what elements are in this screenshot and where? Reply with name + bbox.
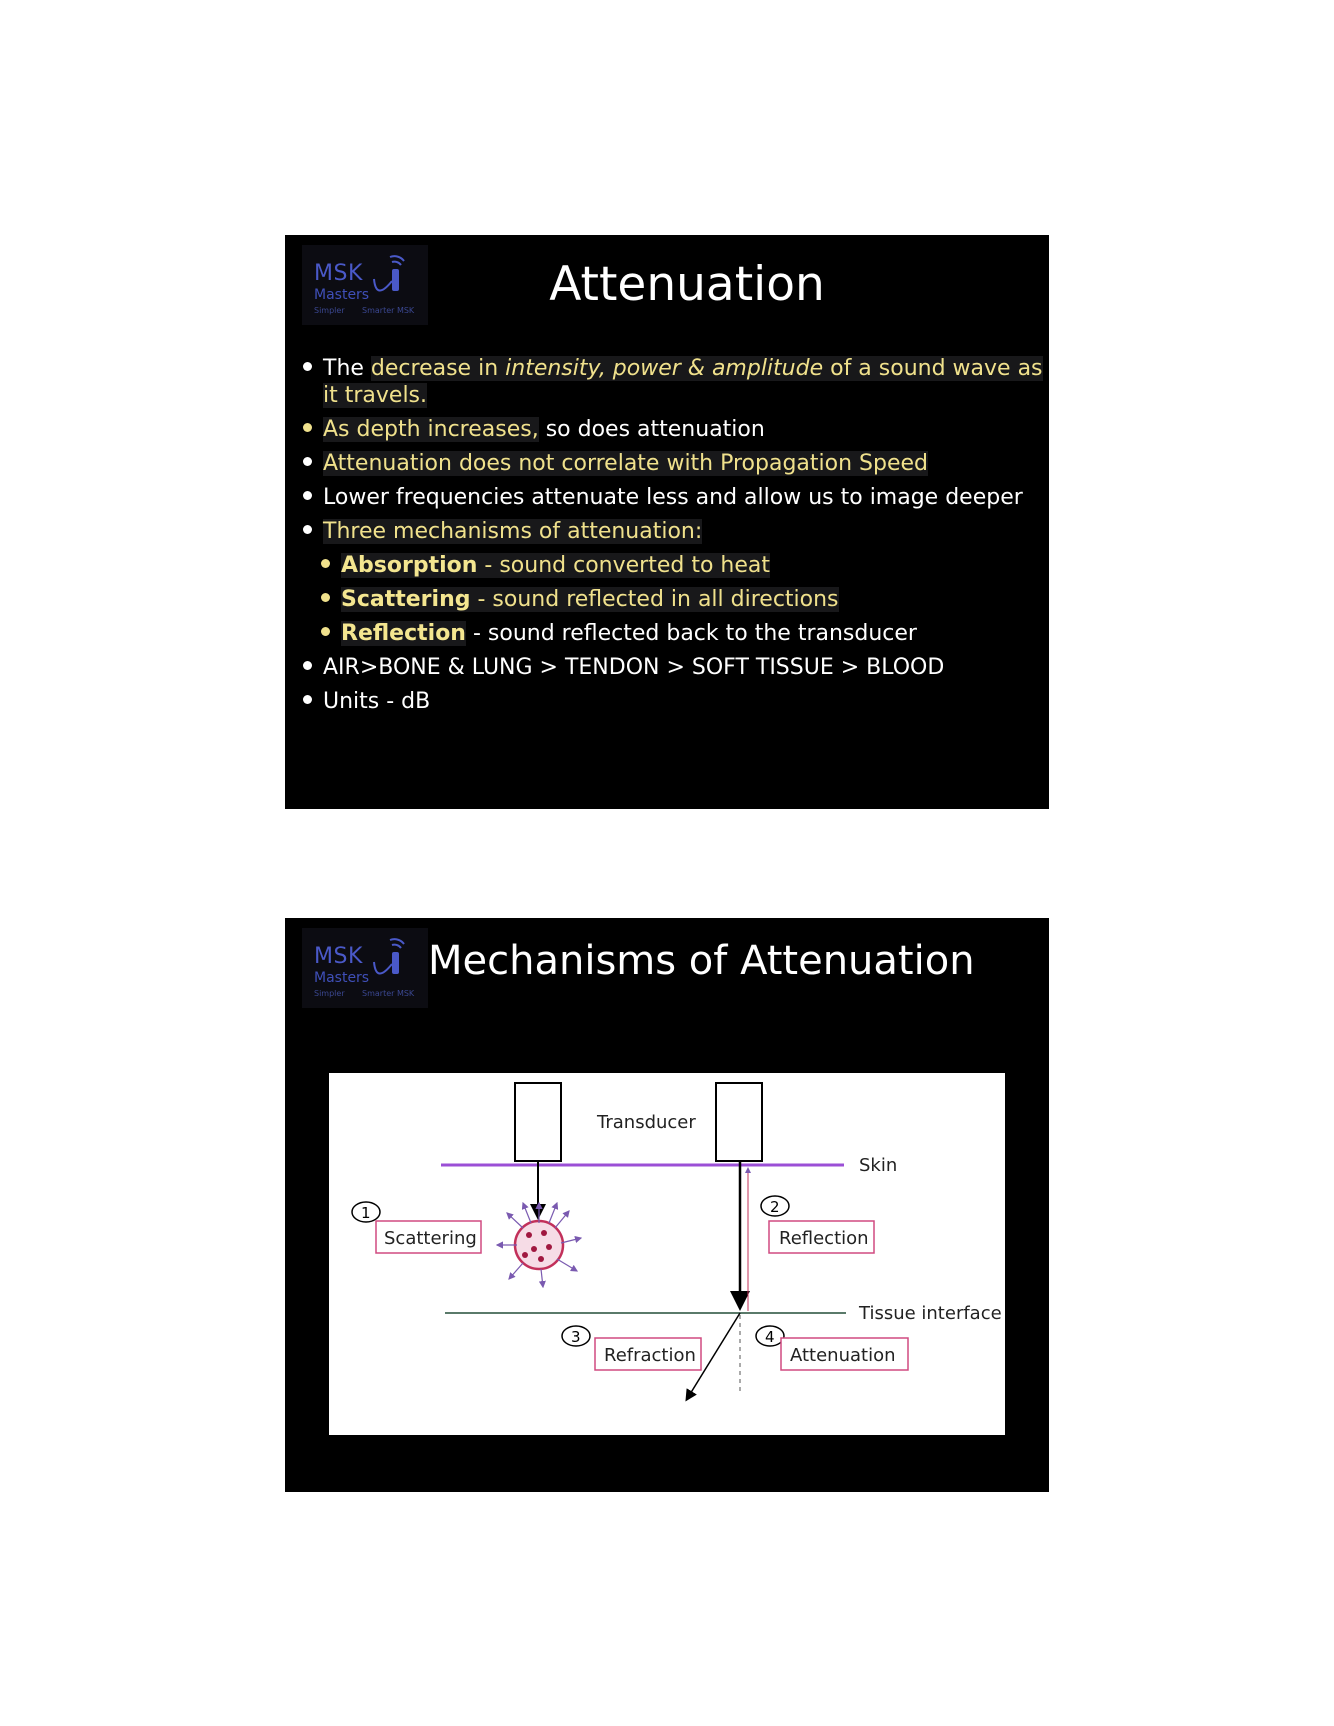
bullet-mechanisms [301,518,1046,545]
bullet-highlight: Attenuation does not correlate with Propagation Speed [323,451,929,476]
bullet-frequencies [301,484,1046,511]
logo-text-msk: MSK [314,944,363,969]
label-scattering: Scattering [384,1228,477,1249]
bullet-depth [301,416,1046,443]
logo-text-masters: Masters [314,287,370,303]
bullet-text: AIR>BONE & LUNG > TENDON > SOFT TISSUE > BLOOD [323,655,945,680]
bullet-definition [301,355,1046,409]
msk-masters-logo [302,928,428,1008]
slide-title: Attenuation [549,257,825,312]
sub-bullet-absorption [319,552,1046,579]
term-scattering: Scattering [341,587,471,612]
term-description: - sound reflected in all directions [470,587,839,612]
logo-tagline-smarter: Smarter MSK [362,989,415,998]
bullet-highlight-italic: intensity, power & amplitude [505,356,824,381]
term-description: - sound reflected back to the transducer [465,621,917,646]
slide-attenuation [285,235,1049,809]
bullet-text: Lower frequencies attenuate less and allow us to image deeper [323,485,1023,510]
bullet-text: The [323,356,371,381]
transducer-right [716,1083,762,1161]
number-1: 1 [361,1204,371,1222]
bullet-list [301,355,1046,722]
bullet-propagation [301,450,1046,477]
number-2: 2 [770,1198,780,1216]
logo-tagline-simpler: Simpler [314,989,345,998]
particle-dot [531,1246,537,1252]
sub-bullet-scattering [319,586,1046,613]
label-transducer: Transducer [597,1112,696,1133]
bullet-order [301,654,1046,681]
term-description: - sound converted to heat [477,553,770,578]
particle-dot [538,1256,544,1262]
label-skin: Skin [859,1155,898,1176]
logo-text-msk: MSK [314,261,363,286]
number-4: 4 [765,1328,775,1346]
term-absorption: Absorption [341,553,478,578]
bullet-highlight: of a sound wave as it travels. [323,356,1043,408]
particle-dot [522,1252,528,1258]
transducer-left [515,1083,561,1161]
particle-dot [546,1244,552,1250]
ultrasound-probe-icon [370,934,410,984]
attenuation-diagram [329,1073,1005,1435]
scattering-particle [515,1221,563,1269]
particle-dot [526,1232,532,1238]
number-3: 3 [571,1328,581,1346]
logo-tagline-simpler: Simpler [314,306,345,315]
bullet-highlight: decrease in [370,356,506,381]
bullet-text: so does attenuation [538,417,765,442]
bullet-units [301,688,1046,715]
diagram-svg [329,1073,1005,1435]
logo-text-masters: Masters [314,970,370,986]
bullet-highlight: As depth increases, [323,417,539,442]
particle-dot [541,1230,547,1236]
label-tissue-interface: Tissue interface [859,1303,1002,1324]
bullet-text: Units - dB [323,689,431,714]
term-reflection: Reflection [341,621,466,646]
slide-title: Mechanisms of Attenuation [428,938,975,984]
logo-tagline-smarter: Smarter MSK [362,306,415,315]
label-attenuation: Attenuation [790,1345,896,1366]
label-refraction: Refraction [604,1345,696,1366]
label-reflection: Reflection [779,1228,869,1249]
bullet-highlight: Three mechanisms of attenuation: [323,519,703,544]
slide-mechanisms [285,918,1049,1492]
sub-bullet-reflection [319,620,1046,647]
